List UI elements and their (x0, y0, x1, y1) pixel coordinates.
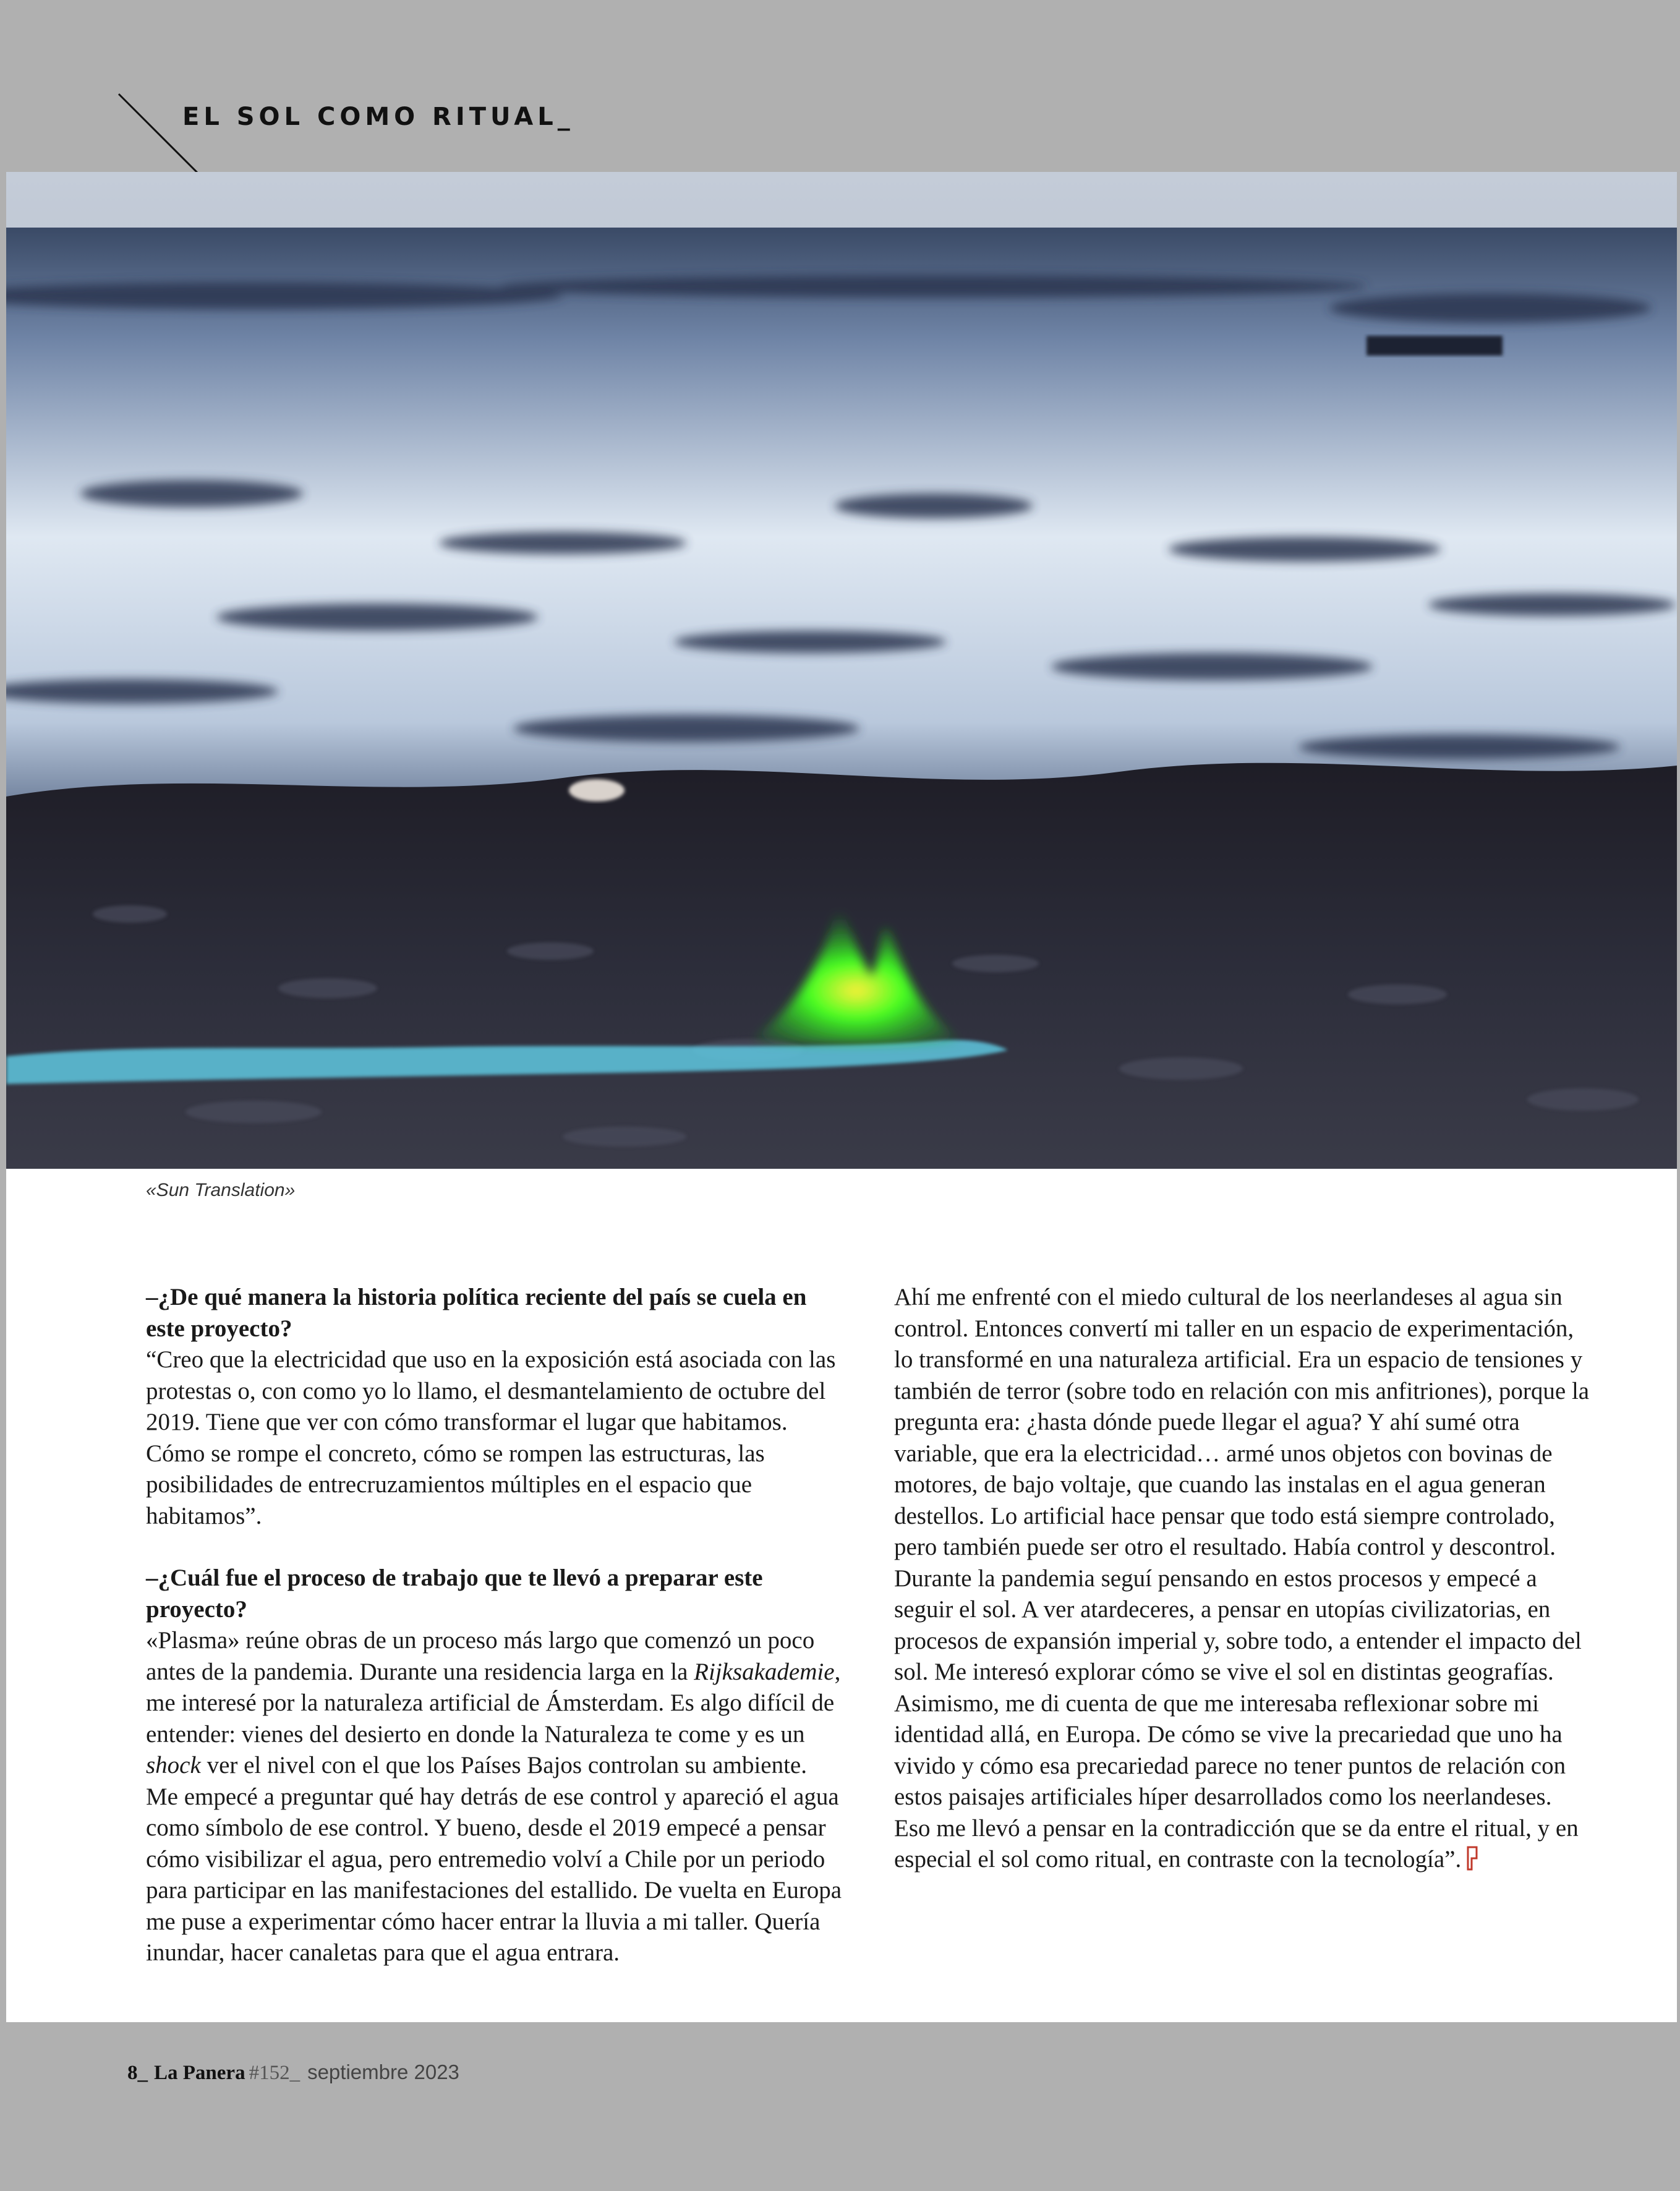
interview-question: –¿De qué manera la historia política reciente del país se cuela en este proyecto? (146, 1284, 807, 1342)
emphasis-rijksakademie: Rijksakademie (694, 1658, 835, 1685)
emphasis-shock: shock (146, 1752, 201, 1779)
article-column-right (894, 1282, 1593, 1876)
page-number: 8_ (127, 2062, 148, 2084)
article-column-left (146, 1282, 845, 1969)
interview-question: –¿Cuál fue el proceso de trabajo que te llevó a preparar este proyecto? (146, 1565, 763, 1623)
article-photo (6, 172, 1677, 1169)
page-footer (127, 2061, 459, 2085)
interview-answer-continued: Ahí me enfrenté con el miedo cultural de los neerlandeses al agua sin control. Entonces convertí mi taller en un espacio de experimentación, lo transformé en una naturaleza artificial. Era un espacio de tensiones y también de terror (sobre todo en relación con mis anfitriones), porque la pregunta era: ¿hasta dónde puede llegar el agua? Y ahí sumé otra variable, que era la electricidad… armé unos objetos con bovinas de motores, de bajo voltaje, que cuando las instalas en el agua generan destellos. Lo artificial hace pensar que todo está siempre controlado, pero también puede ser otro el resultado. Había control y descontrol. Durante la pandemia seguí pensando en estos procesos y empecé a seguir el sol. A ver atardeceres, a pensar en utopías civilizatorias, en procesos de expansión imperial y, sobre todo, a entender el impacto del sol. Me interesó explorar cómo se vive el sol en distintas geografías. Asimismo, me di cuenta de que me interesaba reflexionar sobre mi identidad allá, en Europa. De cómo se vive la precariedad que uno ha vivido y cómo esa precariedad parece no tener puntos de relación con estos paisajes artificiales híper desarrollados como los neerlandeses. Eso me llevó a pensar en la contradicción que se da entre el ritual, y en especial el sol como ritual, en contraste con la tecnología”. (894, 1284, 1590, 1873)
issue-date: septiembre 2023 (307, 2061, 459, 2083)
magazine-name: La Panera (154, 2062, 245, 2084)
end-of-article-icon (1466, 1846, 1478, 1871)
section-title: EL SOL COMO RITUAL_ (182, 103, 574, 131)
interview-answer: «Plasma» reúne obras de un proceso más largo que comenzó un poco antes de la pandemia. Durante una residencia larga en la Rijksakademie, me interesé por la naturaleza artificial de Ámsterdam. Es algo difícil de entender: vienes del desierto en donde la Naturaleza te come y es un shock ver el nivel con el que los Países Bajos controlan su ambiente. Me empecé a preguntar qué hay detrás de ese control y apareció el agua como símbolo de ese control. Y bueno, desde el 2019 empecé a pensar cómo visibilizar el agua, pero entremedio volví a Chile por un periodo para participar en las manifestaciones del estallido. De vuelta en Europa me puse a experimentar cómo hacer entrar la lluvia a mi taller. Quería inundar, hacer canaletas para que el agua entrara. (146, 1627, 842, 1966)
issue-number: #152_ (249, 2062, 301, 2084)
interview-answer: “Creo que la electricidad que uso en la exposición está asociada con las protestas o, con como yo lo llamo, el desmantelamiento de octubre del 2019. Tiene que ver con cómo transformar el lugar que habitamos. Cómo se rompe el concreto, cómo se rompen las estructuras, las posibilidades de entrecruzamientos múltiples en el espacio que habitamos”. (146, 1346, 836, 1529)
photo-caption: «Sun Translation» (146, 1180, 296, 1200)
page-card (6, 172, 1677, 2022)
